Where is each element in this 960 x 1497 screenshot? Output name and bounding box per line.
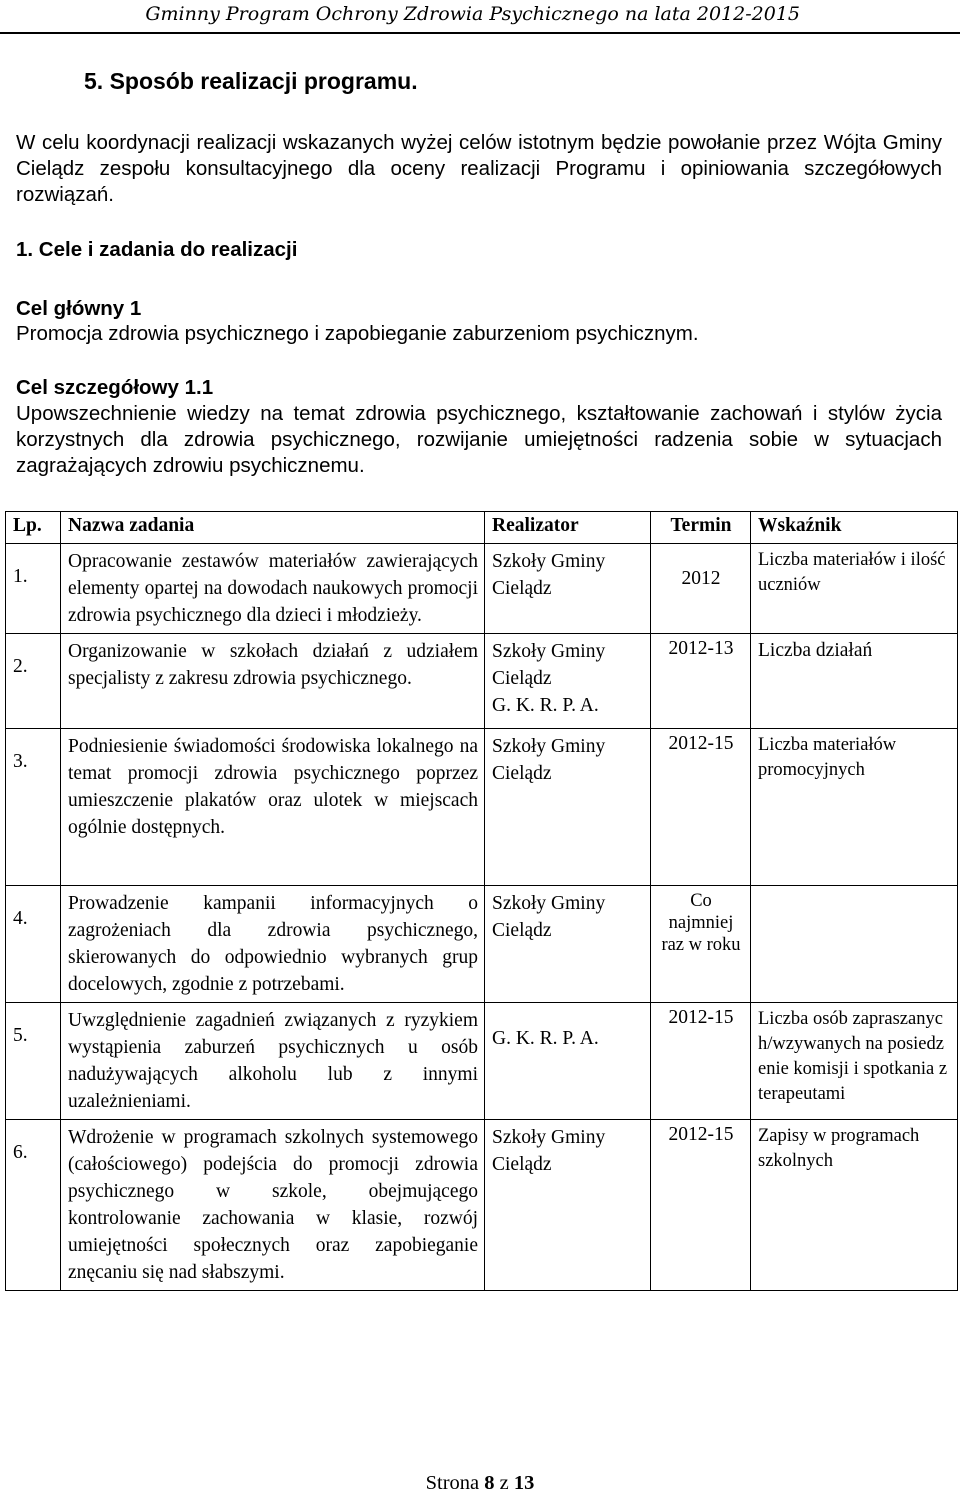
row-task: Opracowanie zestawów materiałów zawierających elementy opartej na dowodach naukowych promocji zdrowia psychicznego dla dzieci i młodzieży.	[61, 544, 485, 634]
row-lp: 1.	[6, 544, 61, 634]
row-term: 2012-15	[651, 1120, 751, 1291]
row-task: Uwzględnienie zagadnień związanych z ryzykiem wystąpienia zaburzeń psychicznych u osób nadużywających alkoholu lub z innymi uzależnieniami.	[61, 1003, 485, 1120]
row-lp: 5.	[6, 1003, 61, 1120]
row-lp: 6.	[6, 1120, 61, 1291]
tasks-table	[5, 511, 958, 1291]
row-realizer: Szkoły Gminy Cielądz	[485, 1120, 651, 1291]
footer-page-prefix: Strona	[425, 1472, 480, 1494]
row-indicator: Liczba osób zapraszanych/wzywanych na posiedzenie komisji i spotkania z terapeutami	[751, 1003, 958, 1120]
row-term: 2012	[651, 544, 751, 634]
table-header-row	[6, 512, 958, 544]
row-indicator: Liczba materiałów promocyjnych	[751, 729, 958, 886]
specific-goal-label: Cel szczegółowy 1.1	[16, 376, 214, 399]
main-goal-text: Promocja zdrowia psychicznego i zapobieganie zaburzeniom psychicznym.	[16, 322, 699, 345]
row-term: 2012-13	[651, 634, 751, 729]
table-row	[6, 886, 958, 1003]
table-row	[6, 729, 958, 886]
row-lp: 2.	[6, 634, 61, 729]
table-row	[6, 544, 958, 634]
table-row	[6, 1120, 958, 1291]
row-indicator: Liczba działań	[751, 634, 958, 729]
table-row	[6, 634, 958, 729]
row-indicator: Liczba materiałów i ilość uczniów	[751, 544, 958, 634]
main-goal-label: Cel główny 1	[16, 297, 142, 320]
section-title: 5. Sposób realizacji programu.	[84, 68, 418, 94]
intro-paragraph: W celu koordynacji realizacji wskazanych wyżej celów istotnym będzie powołanie przez Wójta Gminy Cielądz zespołu konsultacyjnego dla oceny realizacji Programu i opiniowania szczegółowych rozwiązań.	[16, 131, 942, 206]
row-term: Co najmniej raz w roku	[651, 886, 751, 1003]
running-header-title: Gminny Program Ochrony Zdrowia Psychicznego na lata 2012-2015	[145, 3, 800, 25]
header-lp: Lp.	[6, 512, 61, 544]
header-indicator: Wskaźnik	[751, 512, 958, 544]
page-footer	[0, 1472, 960, 1495]
row-realizer: Szkoły Gminy Cielądz G. K. R. P. A.	[485, 634, 651, 729]
row-term: 2012-15	[651, 729, 751, 886]
row-task: Prowadzenie kampanii informacyjnych o zagrożeniach dla zdrowia psychicznego, skierowanych do odpowiednio wybranych grup docelowych, zgodnie z potrzebami.	[61, 886, 485, 1003]
row-realizer: Szkoły Gminy Cielądz	[485, 886, 651, 1003]
row-lp: 4.	[6, 886, 61, 1003]
row-lp: 3.	[6, 729, 61, 886]
footer-page-number: 8	[484, 1472, 495, 1494]
goals-heading: 1. Cele i zadania do realizacji	[16, 238, 298, 261]
row-indicator: Zapisy w programach szkolnych	[751, 1120, 958, 1291]
row-indicator	[751, 886, 958, 1003]
specific-goal-text: Upowszechnienie wiedzy na temat zdrowia psychicznego, kształtowanie zachowań i stylów życia korzystnych dla zdrowia psychicznego, rozwijanie umiejętności radzenia sobie w sytuacjach zagrażających zdrowiu psychicznemu.	[16, 402, 942, 477]
footer-page-sep: z	[499, 1472, 509, 1494]
row-task: Podniesienie świadomości środowiska lokalnego na temat promocji zdrowia psychicznego poprzez umieszczenie plakatów oraz ulotek w miejscach ogólnie dostępnych.	[61, 729, 485, 886]
header-term: Termin	[651, 512, 751, 544]
row-term: 2012-15	[651, 1003, 751, 1120]
header-realizer: Realizator	[485, 512, 651, 544]
row-realizer: G. K. R. P. A.	[485, 1003, 651, 1120]
row-task: Wdrożenie w programach szkolnych systemowego (całościowego) podejścia do promocji zdrowia psychicznego w szkole, obejmującego kontrolowanie zachowania w klasie, rozwój umiejętności społecznych oraz zapobieganie znęcaniu się nad słabszymi.	[61, 1120, 485, 1291]
row-realizer: Szkoły Gminy Cielądz	[485, 729, 651, 886]
table-row	[6, 1003, 958, 1120]
running-header	[0, 0, 960, 34]
row-task: Organizowanie w szkołach działań z udziałem specjalisty z zakresu zdrowia psychicznego.	[61, 634, 485, 729]
row-realizer: Szkoły Gminy Cielądz	[485, 544, 651, 634]
footer-page-total: 13	[513, 1472, 535, 1494]
header-task: Nazwa zadania	[61, 512, 485, 544]
